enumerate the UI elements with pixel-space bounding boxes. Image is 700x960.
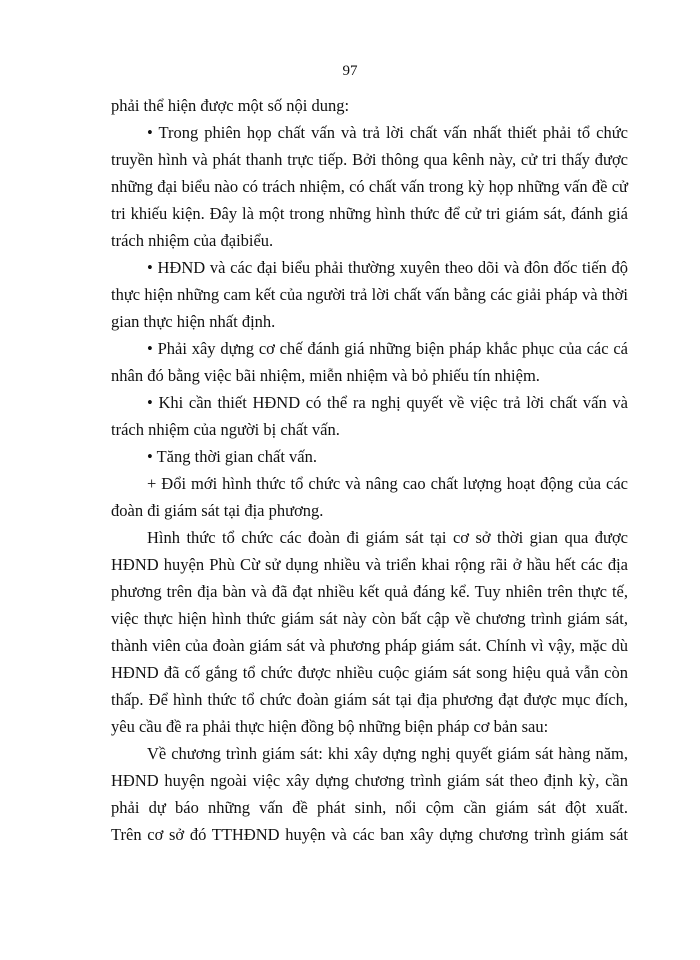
text-line: trách nhiệm của người bị chất vấn. <box>111 420 340 439</box>
text-line: Trên cơ sở đó TTHĐND huyện và các ban xây dựng chương trình giám sát <box>111 825 628 844</box>
text-line: • Phải xây dựng cơ chế đánh giá những biện pháp khắc phục của các cá <box>147 339 628 358</box>
text-line: thấp. Để hình thức tổ chức đoàn giám sát tại địa phương đạt được mục đích, <box>111 690 628 709</box>
text-line: • Khi cần thiết HĐND có thể ra nghị quyết về việc trả lời chất vấn và <box>147 393 628 412</box>
text-line: Hình thức tổ chức các đoàn đi giám sát tại cơ sở thời gian qua được <box>147 528 628 547</box>
page-number: 97 <box>342 63 358 79</box>
text-line: phải thể hiện được một số nội dung: <box>111 96 350 115</box>
text-line: đoàn đi giám sát tại địa phương. <box>111 501 324 520</box>
text-line: yêu cầu đề ra phải thực hiện đồng bộ những biện pháp cơ bản sau: <box>111 717 549 736</box>
text-line: gian thực hiện nhất định. <box>111 312 276 331</box>
text-line: việc thực hiện hình thức giám sát này còn bất cập về chương trình giám sát, <box>111 609 628 628</box>
text-line: • Tăng thời gian chất vấn. <box>147 447 317 466</box>
body-text <box>111 92 628 848</box>
text-line: • HĐND và các đại biểu phải thường xuyên theo dõi và đôn đốc tiến độ <box>147 258 628 277</box>
text-line: Về chương trình giám sát: khi xây dựng nghị quyết giám sát hàng năm, <box>147 744 628 763</box>
text-line: HĐND huyện Phù Cừ sử dụng nhiều và triển khai rộng rãi ở hầu hết các địa <box>111 555 628 574</box>
text-line: • Trong phiên họp chất vấn và trả lời chất vấn nhất thiết phải tổ chức <box>147 123 628 142</box>
text-line: nhân đó bằng việc bãi nhiệm, miễn nhiệm và bỏ phiếu tín nhiệm. <box>111 366 540 385</box>
text-line: thực hiện những cam kết của người trả lời chất vấn bằng các giải pháp và thời <box>111 285 628 304</box>
text-line: truyền hình và phát thanh trực tiếp. Bởi thông qua kênh này, cử tri thấy được <box>111 150 628 169</box>
text-line: + Đổi mới hình thức tổ chức và nâng cao chất lượng hoạt động của các <box>147 474 628 493</box>
text-line: HĐND đã cố gắng tổ chức được nhiều cuộc giám sát song hiệu quả vẫn còn <box>111 663 628 682</box>
text-line: trách nhiệm của đạibiểu. <box>111 231 274 250</box>
text-line: HĐND huyện ngoài việc xây dựng chương trình giám sát theo định kỳ, cần <box>111 771 628 790</box>
text-line: những đại biểu nào có trách nhiệm, có chất vấn trong kỳ họp những vấn đề cử <box>111 177 628 196</box>
text-line: phương trên địa bàn và đã đạt nhiều kết quả đáng kể. Tuy nhiên trên thực tế, <box>111 582 628 601</box>
text-line: phải dự báo những vấn đề phát sinh, nổi cộm cần giám sát đột xuất. <box>111 798 628 817</box>
text-line: tri khiếu kiện. Đây là một trong những hình thức để cử tri giám sát, đánh giá <box>111 204 628 223</box>
text-line: thành viên của đoàn giám sát và phương pháp giám sát. Chính vì vậy, mặc dù <box>111 636 628 655</box>
